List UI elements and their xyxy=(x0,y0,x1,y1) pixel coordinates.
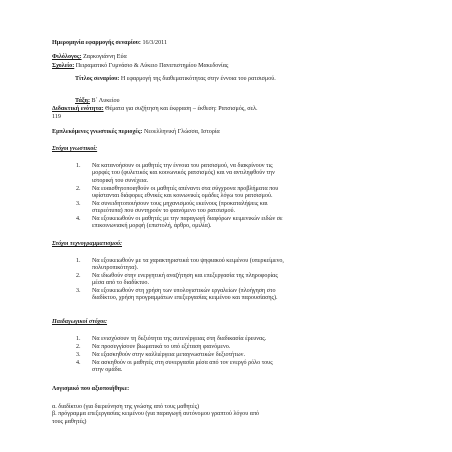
school-label: Σχολείο: xyxy=(52,63,75,69)
cognitive-list xyxy=(76,163,422,231)
list-item: 3. Να εξοικειωθούν στη χρήση των υπολογιστικών εργαλείων (πλοήγηση στο διαδίκτυο, χρήση προγραμμάτων επεξεργασίας κειμένου και παρουσίασης). xyxy=(76,288,278,302)
tech-list xyxy=(76,258,422,303)
title-label: Τίτλος σεναρίου: xyxy=(75,76,120,82)
list-item: 1. Να κατανοήσουν οι μαθητές την έννοια του ρατσισμού, να διακρίνουν τις μορφές του (φυλετικός και κοινωνικός ρατσισμός) και να αντιληφθούν την ιστορική του συνέχεια. xyxy=(76,163,275,184)
software-item-b-cont: τους μαθητές) xyxy=(52,418,87,425)
list-item: 2. Να προσεγγίσουν βιωματικά το υπό εξέταση φαινόμενο. xyxy=(76,344,231,350)
class-value: Β΄ Λυκείου xyxy=(91,98,120,104)
list-item: 1. Να ενισχύσουν τη δεξιότητα της αυτενέργειας στη διαδικασία έρευνας. xyxy=(76,336,267,342)
title-value: Η εφαρμογή της διαθεματικότητας στην έννοια του ρατσισμού. xyxy=(120,76,276,82)
subjects-label: Εμπλεκόμενες γνωστικές περιοχές: xyxy=(52,129,143,135)
date-label: Ημερομηνία εφαρμογής σεναρίου: xyxy=(52,40,141,46)
cognitive-heading: Στόχοι γνωστικοί: xyxy=(52,146,98,152)
tech-heading: Στόχοι τεχνογραμματισμού: xyxy=(52,241,123,247)
software-item-a: α. διαδίκτυο (για διερεύνηση της γνώσης από τους μαθητές) xyxy=(52,404,200,410)
software-item-b: β. πρόγραμμα επεξεργασίας κειμένου (για παραγωγή αυτόνομου γραπτού λόγου από xyxy=(52,411,260,418)
class-line xyxy=(75,98,120,105)
list-item: 4. Να εξοικειωθούν οι μαθητές με την παραγωγή διαφόρων κειμενικών ειδών σε επικοινωνιακή μορφή (επιστολή, άρθρο, ομιλία). xyxy=(76,215,283,229)
school-value: Πειραματικό Γυμνάσιο & Λύκειο Πανεπιστημίου Μακεδονίας xyxy=(75,63,229,69)
philologist-value: Ζαρκογιάννη Εύα xyxy=(83,54,127,60)
philologist-line xyxy=(52,54,127,61)
school-line xyxy=(52,63,228,70)
unit-line xyxy=(52,106,258,113)
pedagogical-heading: Παιδαγωγικοί στόχοι: xyxy=(52,319,108,325)
list-item: 4. Να ασκηθούν οι μαθητές στη συνεργασία μέσα από τον ενεργό ρόλο τους στην ομάδα. xyxy=(76,360,273,374)
title-line xyxy=(75,76,276,83)
unit-label: Διδακτική ενότητα: xyxy=(52,106,104,112)
pedagogical-list xyxy=(76,336,422,375)
subjects-line xyxy=(52,129,220,136)
class-label: Τάξη: xyxy=(75,98,90,104)
date-value: 16/3/2011 xyxy=(142,40,167,46)
philologist-label: Φιλόλογος: xyxy=(52,54,82,60)
list-item: 2. Να ιδιωθούν στην ενεργητική αναζήτηση και επεξεργασία της πληροφορίας μέσα από το διαδίκτυο. xyxy=(76,273,278,287)
unit-line-2 xyxy=(52,114,61,121)
software-list xyxy=(52,404,412,426)
list-item: 2. Να ευαισθητοποιηθούν οι μαθητές απέναντι στα σύγχρονα προβλήματα που υφίστανται διάφορες εθνικές και κοινωνικές ομάδες λόγω του ρατσισμού. xyxy=(76,185,279,199)
list-item: 1. Να εξοικειωθούν με τα χαρακτηριστικά του ψηφιακού κειμένου (υπερκείμενο, πολυτροπικότητα). xyxy=(76,258,284,272)
unit-value-1: Θέματα για συζήτηση και έκφραση – έκθεση: Ρατσισμός, σελ. xyxy=(105,106,258,112)
unit-value-2: 119 xyxy=(52,114,61,120)
software-heading: Λογισμικό που αξιοποιήθηκε: xyxy=(52,386,130,392)
list-item: 3. Να εξασκηθούν στην καλλιέργεια μεταγνωστικών δεξιοτήτων. xyxy=(76,352,245,358)
subjects-value: Νεοελληνική Γλώσσα, Ιστορία xyxy=(143,129,220,135)
date-line xyxy=(52,40,167,47)
list-item: 3. Να συνειδητοποιήσουν τους μηχανισμούς εκείνους (προκαταλήψεις και στερεότυπα) που συντηρούν το φαινόμενο του ρατσισμού. xyxy=(76,200,268,214)
